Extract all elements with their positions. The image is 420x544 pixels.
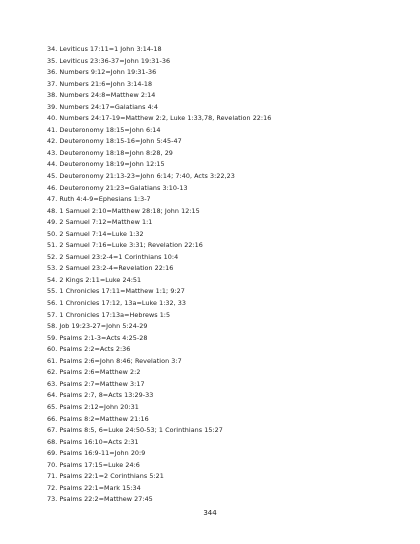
list-item: 38. Numbers 24:8=Matthew 2:14 [47, 91, 156, 100]
list-item: 35. Leviticus 23:36-37=John 19:31-36 [47, 56, 171, 65]
list-item: 49. 2 Samuel 7:12=Matthew 1:1 [47, 218, 153, 227]
list-item: 71. Psalms 22:1=2 Corinthians 5:21 [47, 472, 164, 481]
page-number: 344 [203, 509, 217, 517]
list-item: 58. Job 19:23-27=John 5:24-29 [47, 322, 148, 331]
list-item: 37. Numbers 21:6=John 3:14-18 [47, 79, 153, 88]
list-item: 51. 2 Samuel 7:16=Luke 3:31; Revelation 22:16 [47, 241, 203, 250]
list-item: 42. Deuteronomy 18:15-16=John 5:45-47 [47, 137, 182, 146]
list-item: 65. Psalms 2:12=John 20:31 [47, 402, 139, 411]
list-item: 41. Deuteronomy 18:15=John 6:14 [47, 125, 161, 134]
list-item: 72. Psalms 22:1=Mark 15:34 [47, 483, 141, 492]
list-item: 61. Psalms 2:6=John 8:46; Revelation 3:7 [47, 356, 182, 365]
list-item: 48. 1 Samuel 2:10=Matthew 28:18; John 12:15 [47, 206, 200, 215]
list-item: 40. Numbers 24:17-19=Matthew 2:2, Luke 1:33,78, Revelation 22:16 [47, 114, 272, 123]
list-item: 39. Numbers 24:17=Galatians 4:4 [47, 102, 159, 111]
list-item: 36. Numbers 9:12=John 19:31-36 [47, 68, 157, 77]
list-item: 60. Psalms 2:2=Acts 2:36 [47, 345, 131, 354]
list-item: 62. Psalms 2:6=Matthew 2:2 [47, 368, 141, 377]
list-item: 73. Psalms 22:2=Matthew 27:45 [47, 495, 153, 504]
list-item: 46. Deuteronomy 21:23=Galatians 3:10-13 [47, 183, 188, 192]
list-item: 66. Psalms 8:2=Matthew 21:16 [47, 414, 149, 423]
list-item: 64. Psalms 2:7, 8=Acts 13:29-33 [47, 391, 154, 400]
list-item: 68. Psalms 16:10=Acts 2:31 [47, 437, 139, 446]
list-item: 63. Psalms 2:7=Matthew 3:17 [47, 379, 145, 388]
list-item: 70. Psalms 17:15=Luke 24:6 [47, 460, 140, 469]
list-item: 45. Deuteronomy 21:13-23=John 6:14; 7:40, Acts 3:22,23 [47, 172, 235, 181]
list-item: 50. 2 Samuel 7:14=Luke 1:32 [47, 229, 144, 238]
list-item: 57. 1 Chronicles 17:13a=Hebrews 1:5 [47, 310, 171, 319]
prophecy-reference-list [47, 44, 387, 506]
list-item: 34. Leviticus 17:11=1 John 3:14-18 [47, 45, 162, 53]
list-item: 47. Ruth 4:4-9=Ephesians 1:3-7 [47, 195, 151, 204]
list-item: 43. Deuteronomy 18:18=John 8:28, 29 [47, 148, 173, 157]
list-item: 53. 2 Samuel 23:2-4=Revelation 22:16 [47, 264, 174, 273]
list-item: 44. Deuteronomy 18:19=John 12:15 [47, 160, 165, 169]
list-item: 59. Psalms 2:1-3=Acts 4:25-28 [47, 333, 148, 342]
list-item: 69. Psalms 16:9-11=John 20:9 [47, 449, 146, 458]
list-item: 54. 2 Kings 2:11=Luke 24:51 [47, 275, 142, 284]
list-item: 52. 2 Samuel 23:2-4=1 Corinthians 10:4 [47, 252, 179, 261]
list-item: 55. 1 Chronicles 17:11=Matthew 1:1; 9:27 [47, 287, 185, 296]
list-item: 56. 1 Chronicles 17:12, 13a=Luke 1:32, 33 [47, 299, 187, 308]
list-item: 67. Psalms 8:5, 6=Luke 24:50-53; 1 Corinthians 15:27 [47, 426, 223, 435]
